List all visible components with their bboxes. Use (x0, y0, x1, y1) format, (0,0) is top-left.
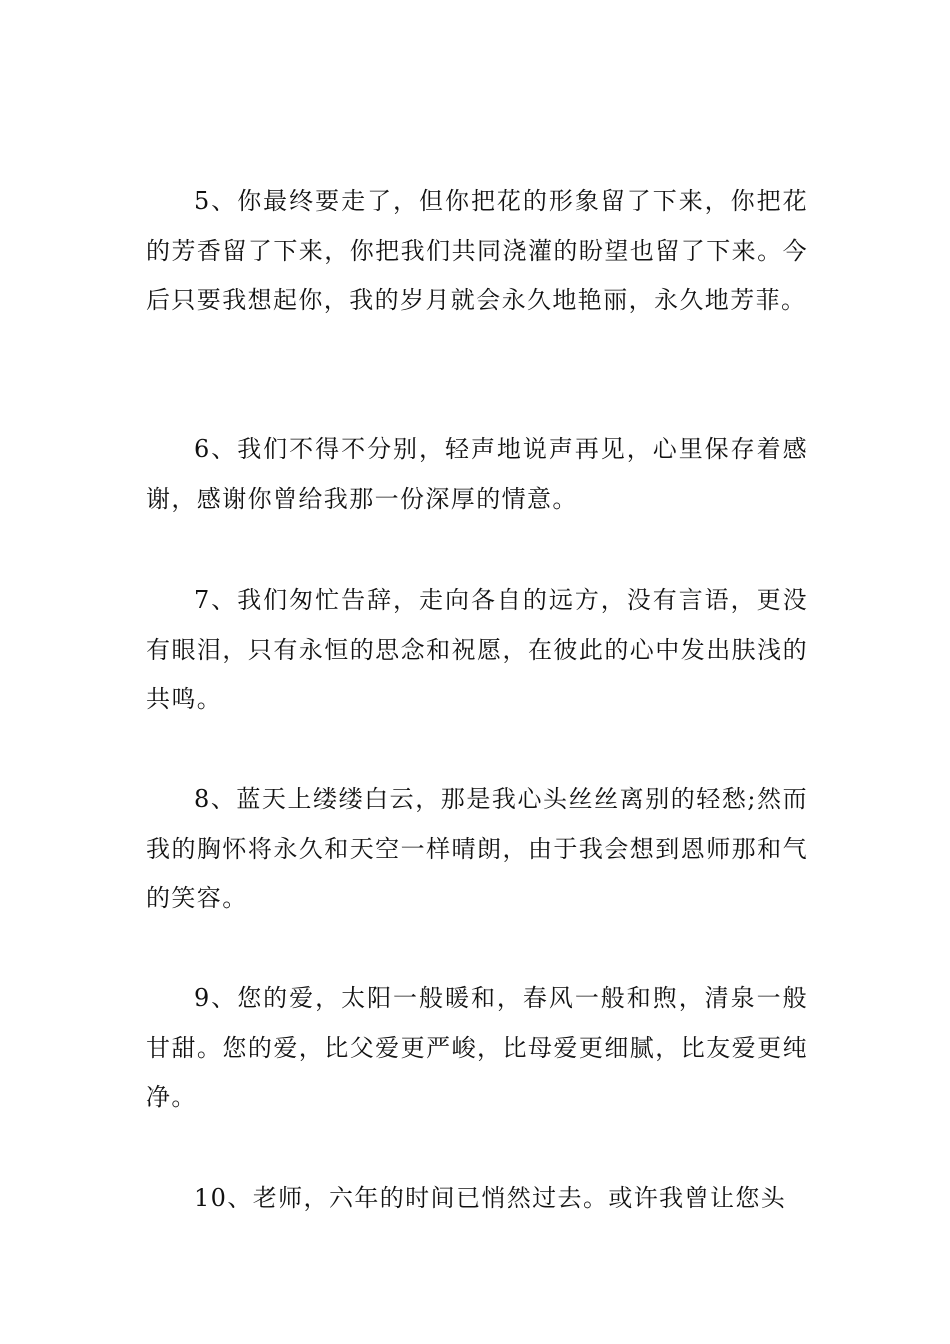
paragraph-6: 6、我们不得不分别，轻声地说声再见，心里保存着感谢，感谢你曾给我那一份深厚的情意。 (146, 435, 808, 513)
paragraph-7: 7、我们匆忙告辞，走向各自的远方，没有言语，更没有眼泪，只有永恒的思念和祝愿，在彼此的心中发出肤浅的共鸣。 (146, 586, 808, 713)
paragraph-5: 5、你最终要走了，但你把花的形象留了下来，你把花的芳香留了下来，你把我们共同浇灌的盼望也留了下来。今后只要我想起你，我的岁月就会永久地艳丽，永久地芳菲。 (146, 187, 808, 314)
paragraph-10: 10、老师，六年的时间已悄然过去。或许我曾让您头 (194, 1184, 787, 1212)
paragraph-9: 9、您的爱，太阳一般暖和，春风一般和煦，清泉一般甘甜。您的爱，比父爱更严峻，比母爱更细腻，比友爱更纯净。 (146, 984, 808, 1111)
paragraph-8: 8、蓝天上缕缕白云，那是我心头丝丝离别的轻愁;然而我的胸怀将永久和天空一样晴朗，由于我会想到恩师那和气的笑容。 (146, 785, 808, 912)
